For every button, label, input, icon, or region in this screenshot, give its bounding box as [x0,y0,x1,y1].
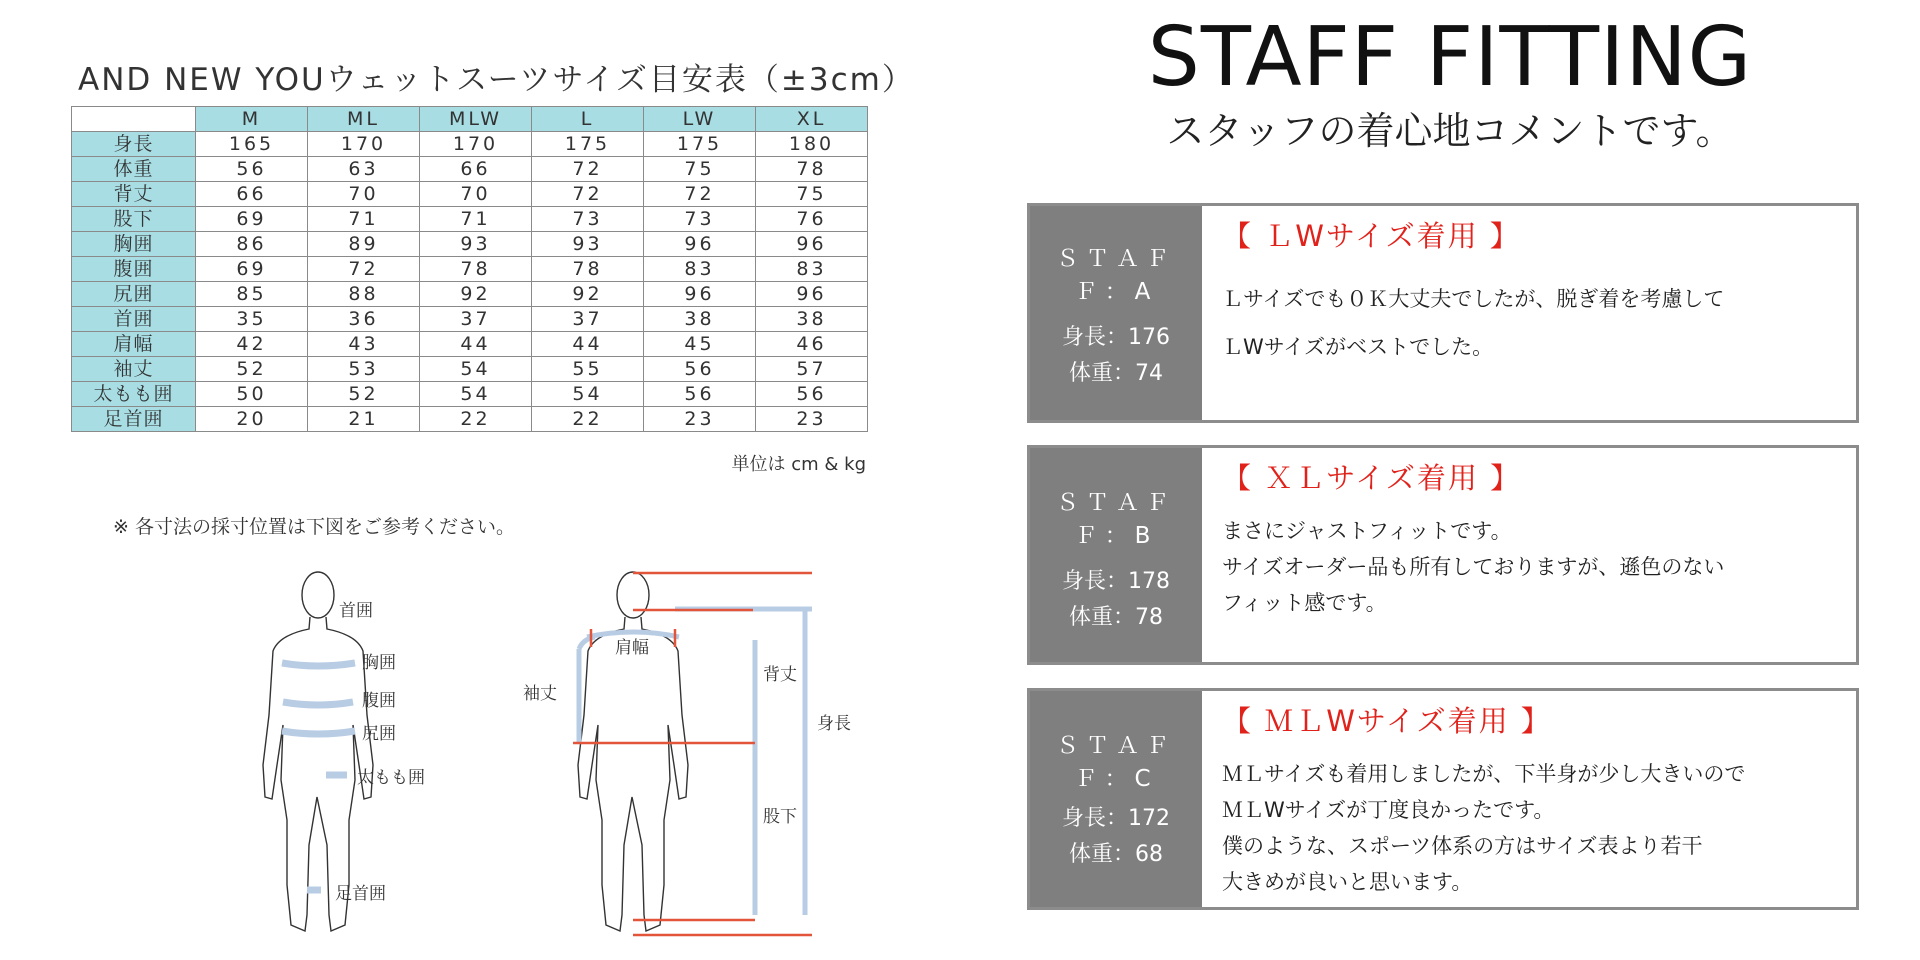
staff-content [1222,214,1844,371]
label-back-length: 背丈 [763,665,797,685]
size-table-row [72,282,868,307]
row-header: 首囲 [72,307,196,332]
label-hip: 尻囲 [362,724,396,744]
size-table [71,106,868,432]
size-cell: 56 [644,382,756,407]
size-cell: 72 [532,157,644,182]
row-header: 胸囲 [72,232,196,257]
size-table-row [72,332,868,357]
size-cell: 78 [420,257,532,282]
fitting-subtitle: スタッフの着心地コメントです。 [1166,109,1734,153]
col-header: L [532,107,644,132]
size-chart-title: AND NEW YOUウェットスーツサイズ目安表（±3cm） [78,62,915,98]
col-header: ML [308,107,420,132]
unit-note: 単位は cm & kg [731,454,866,475]
size-cell: 83 [756,257,868,282]
size-cell: 57 [756,357,868,382]
size-table-row [72,132,868,157]
size-cell: 78 [756,157,868,182]
size-cell: 56 [196,157,308,182]
staff-profile [1030,448,1202,662]
size-cell: 93 [420,232,532,257]
staff-profile [1030,691,1202,907]
staff-comment: Ｌサイズでも０Ｋ大丈夫でしたが、脱ぎ着を考慮して ＬWサイズがベストでした。 [1222,287,1725,359]
label-shoulder: 肩幅 [615,638,649,658]
size-cell: 175 [532,132,644,157]
size-cell: 44 [420,332,532,357]
size-cell: 73 [532,207,644,232]
size-cell: 78 [532,257,644,282]
staff-size-worn: 【 ＭＬWサイズ着用 】 [1222,704,1552,738]
row-header: 体重 [72,157,196,182]
staff-height: 身長：176 [1062,325,1170,350]
size-cell: 72 [644,182,756,207]
size-cell: 54 [420,382,532,407]
row-header: 袖丈 [72,357,196,382]
size-cell: 96 [644,232,756,257]
size-cell: 63 [308,157,420,182]
col-header: LW [644,107,756,132]
size-cell: 180 [756,132,868,157]
staff-content [1222,699,1844,900]
size-cell: 92 [532,282,644,307]
size-cell: 23 [756,407,868,432]
size-cell: 75 [756,182,868,207]
staff-weight: 体重：78 [1069,605,1163,630]
staff-size-worn: 【 ＸＬサイズ着用 】 [1222,461,1522,495]
staff-weight: 体重：68 [1069,842,1163,867]
size-cell: 76 [756,207,868,232]
staff-weight: 体重：74 [1069,361,1163,386]
label-chest: 胸囲 [362,653,396,673]
size-cell: 93 [532,232,644,257]
figures-canvas [255,565,855,940]
back-measure-lines [573,573,812,935]
size-cell: 73 [644,207,756,232]
col-header: MLW [420,107,532,132]
size-cell: 38 [644,307,756,332]
label-waist: 腹囲 [362,691,396,711]
row-header: 太もも囲 [72,382,196,407]
size-cell: 170 [420,132,532,157]
size-table-row [72,257,868,282]
size-cell: 52 [196,357,308,382]
size-cell: 70 [308,182,420,207]
size-cell: 92 [420,282,532,307]
staff-size-worn: 【 ＬWサイズ着用 】 [1222,219,1521,253]
label-inseam: 股下 [763,807,797,827]
size-cell: 89 [308,232,420,257]
back-body-figure [578,572,688,931]
front-body-figure [263,572,373,931]
size-table-row [72,207,868,232]
size-cell: 71 [420,207,532,232]
size-cell: 53 [308,357,420,382]
size-cell: 56 [756,382,868,407]
label-height: 身長 [817,714,851,734]
size-cell: 85 [196,282,308,307]
staff-card-a [1027,203,1859,423]
label-sleeve: 袖丈 [523,684,557,704]
size-cell: 38 [756,307,868,332]
size-table-row [72,182,868,207]
size-cell: 35 [196,307,308,332]
size-cell: 22 [532,407,644,432]
corner-cell [72,107,196,132]
size-table-row [72,382,868,407]
size-cell: 165 [196,132,308,157]
size-cell: 72 [532,182,644,207]
staff-profile [1030,206,1202,420]
size-cell: 96 [756,232,868,257]
size-cell: 66 [196,182,308,207]
row-header: 背丈 [72,182,196,207]
row-header: 身長 [72,132,196,157]
size-table-row [72,407,868,432]
front-measure-bands [282,663,355,890]
size-cell: 71 [308,207,420,232]
size-cell: 83 [644,257,756,282]
row-header: 足首囲 [72,407,196,432]
size-cell: 52 [308,382,420,407]
col-header: XL [756,107,868,132]
size-cell: 36 [308,307,420,332]
size-cell: 20 [196,407,308,432]
size-cell: 69 [196,207,308,232]
size-table-row [72,307,868,332]
measure-note: ※ 各寸法の採寸位置は下図をご参考ください。 [113,516,515,538]
staff-height: 身長：172 [1062,806,1170,831]
size-cell: 70 [420,182,532,207]
size-cell: 21 [308,407,420,432]
size-table-row [72,357,868,382]
size-cell: 50 [196,382,308,407]
fitting-title: STAFF FITTING [1147,10,1753,105]
size-cell: 43 [308,332,420,357]
size-cell: 88 [308,282,420,307]
row-header: 股下 [72,207,196,232]
staff-name: ＳＴＡＦＦ：B [1056,490,1176,549]
size-table-header-row [72,107,868,132]
size-cell: 37 [532,307,644,332]
size-cell: 175 [644,132,756,157]
size-cell: 23 [644,407,756,432]
row-header: 腹囲 [72,257,196,282]
size-cell: 86 [196,232,308,257]
size-cell: 96 [756,282,868,307]
staff-height: 身長：178 [1062,569,1170,594]
size-cell: 42 [196,332,308,357]
size-cell: 72 [308,257,420,282]
size-cell: 75 [644,157,756,182]
label-neck: 首囲 [339,601,373,621]
size-cell: 56 [644,357,756,382]
size-cell: 44 [532,332,644,357]
label-thigh: 太もも囲 [357,768,425,788]
staff-content [1222,456,1844,621]
staff-card-b [1027,445,1859,665]
staff-card-c [1027,688,1859,910]
size-cell: 66 [420,157,532,182]
size-table-row [72,157,868,182]
size-cell: 96 [644,282,756,307]
size-table-row [72,232,868,257]
size-table-body [72,132,868,432]
size-cell: 54 [420,357,532,382]
size-cell: 22 [420,407,532,432]
staff-name: ＳＴＡＦＦ：C [1056,733,1176,792]
staff-comment: まさにジャストフィットです。 サイズオーダー品も所有しておりますが、遜色のない フィット感です。 [1222,519,1725,615]
size-cell: 69 [196,257,308,282]
size-cell: 170 [308,132,420,157]
col-header: M [196,107,308,132]
size-cell: 46 [756,332,868,357]
size-cell: 45 [644,332,756,357]
row-header: 肩幅 [72,332,196,357]
size-cell: 37 [420,307,532,332]
staff-comment: ＭＬサイズも着用しましたが、下半身が少し大きいので ＭＬWサイズが丁度良かったです。 僕のような、スポーツ体系の方はサイズ表より若干 大きめが良いと思います。 [1222,762,1746,894]
row-header: 尻囲 [72,282,196,307]
staff-name: ＳＴＡＦＦ：A [1056,246,1176,305]
size-cell: 54 [532,382,644,407]
label-ankle: 足首囲 [335,884,386,904]
size-cell: 55 [532,357,644,382]
